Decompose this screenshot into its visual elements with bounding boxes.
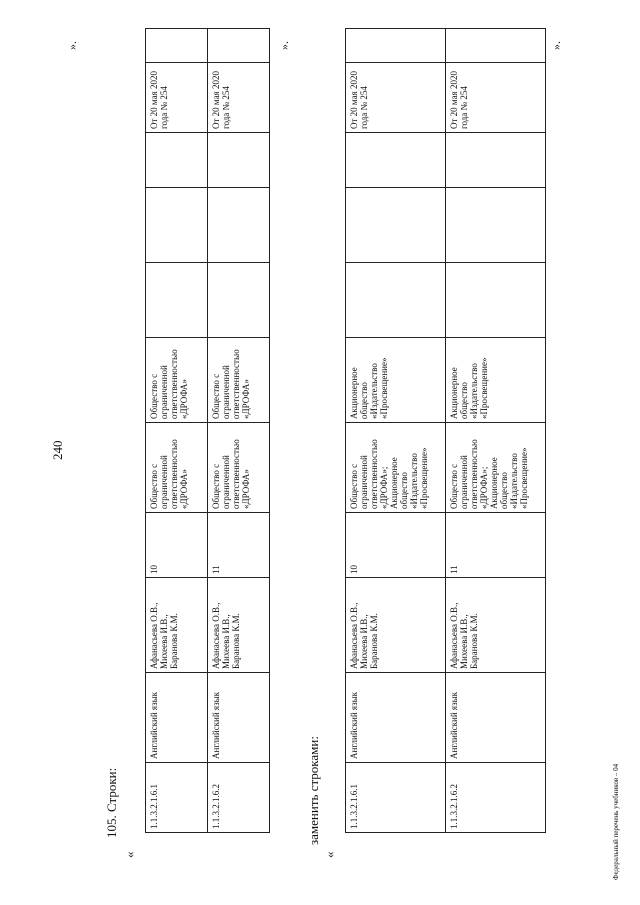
cell-extra — [346, 29, 446, 63]
table-row — [346, 29, 446, 833]
cell-col-c — [208, 133, 270, 188]
cell-subject: Английский язык — [346, 673, 446, 763]
open-quote-top: « — [122, 851, 137, 858]
cell-subject: Английский язык — [208, 673, 270, 763]
table-row — [446, 29, 546, 833]
cell-col-b — [208, 188, 270, 263]
cell-grade: 11 — [208, 513, 270, 578]
cell-code: 1.1.3.2.1.6.2 — [446, 763, 546, 833]
cell-order: От 20 мая 2020 года № 254 — [346, 63, 446, 133]
cell-extra — [446, 29, 546, 63]
cell-col-a — [208, 263, 270, 338]
cell-col-b — [446, 188, 546, 263]
cell-publisher-full: Общество с ограниченной ответственностью «ДРОФА» — [146, 423, 208, 513]
cell-grade: 10 — [346, 513, 446, 578]
replace-heading: заменить строками: — [306, 736, 321, 845]
cell-order: От 20 мая 2020 года № 254 — [146, 63, 208, 133]
cell-subject: Английский язык — [146, 673, 208, 763]
cell-grade: 10 — [146, 513, 208, 578]
cell-authors: Афанасьева О.В., Михеева И.В., Баранова К.М. — [446, 578, 546, 673]
cell-order: От 20 мая 2020 года № 254 — [446, 63, 546, 133]
cell-extra — [208, 29, 270, 63]
cell-col-a — [446, 263, 546, 338]
table-row — [208, 29, 270, 833]
cell-publisher-short: Общество с ограниченной ответственностью «ДРОФА» — [146, 338, 208, 423]
close-quote-bottom: ». — [549, 41, 563, 50]
cell-code: 1.1.3.2.1.6.1 — [346, 763, 446, 833]
cell-publisher-short: Акционерное общество «Издательство «Просвещение» — [446, 338, 546, 423]
table-row — [146, 29, 208, 833]
cell-authors: Афанасьева О.В., Михеева И.В., Баранова К.М. — [346, 578, 446, 673]
cell-subject: Английский язык — [446, 673, 546, 763]
cell-col-a — [346, 263, 446, 338]
cell-publisher-full: Общество с ограниченной ответственностью «ДРОФА»; Акционерное общество «Издательство «Просвещение» — [346, 423, 446, 513]
table-old-rows — [145, 28, 270, 833]
close-quote-top-2: ». — [277, 41, 291, 50]
cell-publisher-short: Акционерное общество «Издательство «Просвещение» — [346, 338, 446, 423]
cell-authors: Афанасьева О.В., Михеева И.В., Баранова К.М. — [146, 578, 208, 673]
open-quote-bottom: « — [322, 851, 337, 858]
cell-col-c — [146, 133, 208, 188]
cell-extra — [146, 29, 208, 63]
page-number: 240 — [50, 440, 65, 460]
cell-col-c — [346, 133, 446, 188]
cell-order: От 20 мая 2020 года № 254 — [208, 63, 270, 133]
close-quote-top-1: ». — [65, 41, 79, 50]
cell-code: 1.1.3.2.1.6.2 — [208, 763, 270, 833]
cell-authors: Афанасьева О.В., Михеева И.В., Баранова К.М. — [208, 578, 270, 673]
cell-publisher-full: Общество с ограниченной ответственностью «ДРОФА»; Акционерное общество «Издательство «Просвещение» — [446, 423, 546, 513]
table-new-rows — [345, 28, 546, 833]
cell-code: 1.1.3.2.1.6.1 — [146, 763, 208, 833]
cell-col-b — [346, 188, 446, 263]
cell-grade: 11 — [446, 513, 546, 578]
cell-col-c — [446, 133, 546, 188]
cell-publisher-full: Общество с ограниченной ответственностью «ДРОФА» — [208, 423, 270, 513]
page-footer: Федеральный перечень учебников – 04 — [612, 763, 620, 880]
section-heading: 105. Строки: — [104, 767, 119, 838]
cell-col-a — [146, 263, 208, 338]
cell-col-b — [146, 188, 208, 263]
cell-publisher-short: Общество с ограниченной ответственностью «ДРОФА» — [208, 338, 270, 423]
